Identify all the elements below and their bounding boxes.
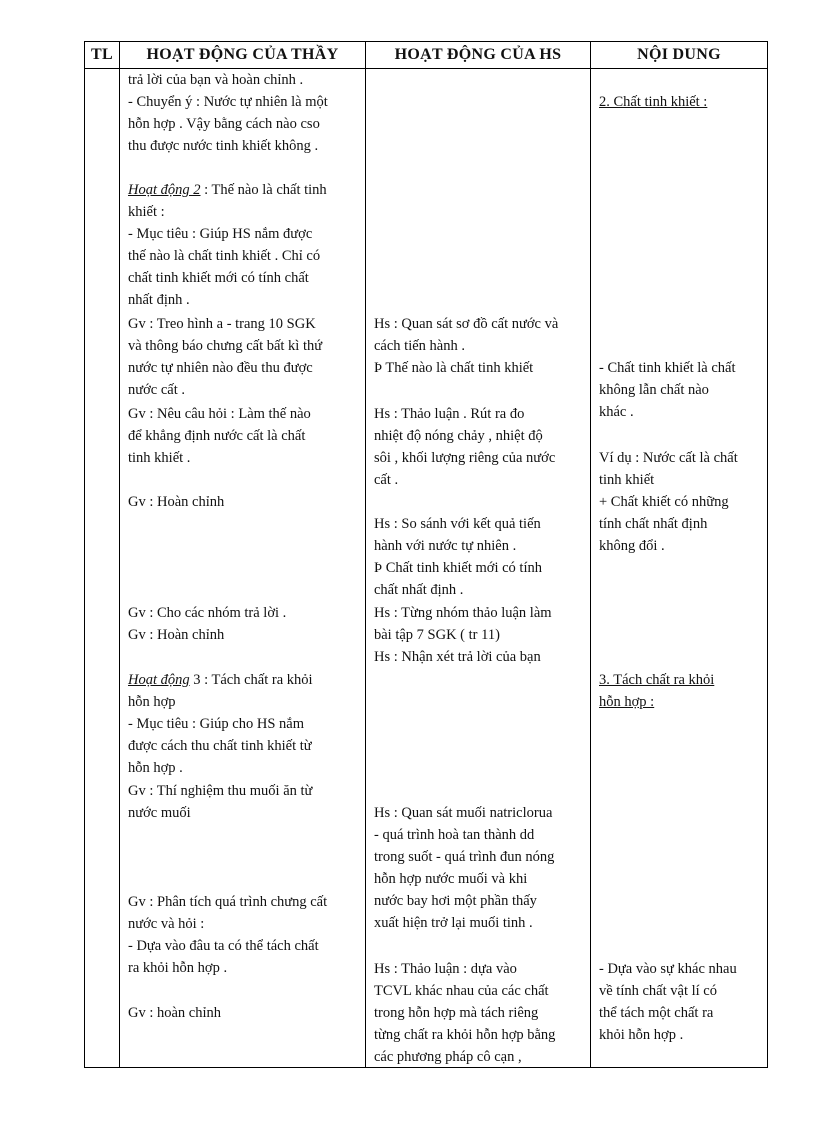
content-line: không lẫn chất nào	[599, 382, 709, 398]
student-line: nước bay hơi một phần thấy	[374, 893, 537, 909]
teacher-line: chất tinh khiết mới có tính chất	[128, 270, 309, 286]
header-row	[85, 42, 768, 69]
content-line: Ví dụ : Nước cất là chất	[599, 450, 738, 466]
section-3-heading: 3. Tách chất ra khỏi	[599, 672, 715, 688]
student-line: nhiệt độ nóng chảy , nhiệt độ	[374, 428, 543, 444]
teacher-line: Gv : Thí nghiệm thu muối ăn từ	[128, 783, 313, 799]
header-tl: TL	[85, 42, 120, 69]
section-3-heading-cont: hỗn hợp :	[599, 694, 655, 710]
header-teacher-activity: HOẠT ĐỘNG CỦA THẦY	[120, 42, 366, 69]
teacher-line: nhất định .	[128, 292, 190, 308]
content-cell	[591, 69, 768, 1068]
header-student-activity: HOẠT ĐỘNG CỦA HS	[366, 42, 591, 69]
body-row	[85, 69, 768, 1068]
teacher-line: nước và hỏi :	[128, 916, 205, 932]
teacher-line: để khẳng định nước cất là chất	[128, 428, 306, 444]
lesson-page	[84, 41, 767, 1068]
teacher-line: Gv : Cho các nhóm trả lời .	[128, 605, 287, 621]
student-line: Hs : Nhận xét trả lời của bạn	[374, 649, 541, 665]
teacher-line: nước tự nhiên nào đều thu được	[128, 360, 313, 376]
student-line: cách tiến hành .	[374, 338, 465, 354]
teacher-line: và thông báo chưng cất bất kì thứ	[128, 338, 323, 354]
student-line: các phương pháp cô cạn ,	[374, 1049, 522, 1065]
section-2-heading: 2. Chất tinh khiết :	[599, 94, 708, 110]
student-line: bài tập 7 SGK ( tr 11)	[374, 627, 500, 643]
student-line: - quá trình hoà tan thành dd	[374, 827, 535, 843]
student-line: từng chất ra khỏi hỗn hợp bằng	[374, 1027, 556, 1043]
teacher-line: - Mục tiêu : Giúp HS nắm được	[128, 226, 313, 242]
content-line: về tính chất vật lí có	[599, 983, 717, 999]
student-line: trong hỗn hợp mà tách riêng	[374, 1005, 539, 1021]
teacher-line: Gv : Phân tích quá trình chưng cất	[128, 894, 328, 910]
student-line: Hs : Thảo luận : dựa vào	[374, 961, 517, 977]
teacher-line: Gv : Nêu câu hỏi : Làm thế nào	[128, 406, 311, 422]
lesson-table	[84, 41, 768, 1068]
content-line: khỏi hỗn hợp .	[599, 1027, 684, 1043]
student-line: cất .	[374, 472, 399, 488]
teacher-line: tinh khiết .	[128, 450, 191, 466]
content-line: tinh khiết	[599, 472, 655, 488]
teacher-line: Gv : Hoàn chỉnh	[128, 627, 225, 643]
teacher-line: - Dựa vào đâu ta có thể tách chất	[128, 938, 319, 954]
student-line: chất nhất định .	[374, 582, 464, 598]
student-line: xuất hiện trở lại muối tinh .	[374, 915, 533, 931]
student-line: Hs : Quan sát muối natriclorua	[374, 805, 553, 821]
teacher-line: - Mục tiêu : Giúp cho HS nắm	[128, 716, 304, 732]
tl-cell	[85, 69, 120, 1068]
content-line: - Chất tinh khiết là chất	[599, 360, 736, 376]
student-line: hỗn hợp nước muối và khi	[374, 871, 528, 887]
content-line: khác .	[599, 404, 634, 420]
teacher-line: thu được nước tinh khiết không .	[128, 138, 319, 154]
content-line: thể tách một chất ra	[599, 1005, 714, 1021]
activity-2-heading	[128, 179, 359, 201]
content-line: tính chất nhất định	[599, 516, 708, 532]
content-line: + Chất khiết có những	[599, 494, 729, 510]
student-line: Hs : So sánh với kết quả tiến	[374, 516, 541, 532]
student-line: Hs : Quan sát sơ đồ cất nước và	[374, 316, 559, 332]
teacher-line: nước muối	[128, 805, 191, 821]
student-activity-cell	[366, 69, 591, 1068]
student-line: Þ Chất tinh khiết mới có tính	[374, 560, 542, 576]
content-line: - Dựa vào sự khác nhau	[599, 961, 737, 977]
teacher-line: hỗn hợp .	[128, 760, 183, 776]
teacher-line: khiết :	[128, 204, 165, 220]
content-line: không đổi .	[599, 538, 665, 554]
teacher-line: Gv : Treo hình a - trang 10 SGK	[128, 316, 316, 332]
student-line: hành với nước tự nhiên .	[374, 538, 517, 554]
teacher-line: - Chuyển ý : Nước tự nhiên là một	[128, 94, 328, 110]
student-line: sôi , khối lượng riêng của nước	[374, 450, 556, 466]
teacher-activity-cell	[120, 69, 366, 1068]
activity-3-heading	[128, 669, 359, 691]
activity-2-label: Hoạt động 2	[128, 182, 201, 198]
activity-3-title: 3 : Tách chất ra khỏi	[189, 672, 313, 688]
teacher-line: hỗn hợp	[128, 694, 176, 710]
student-line: trong suốt - quá trình đun nóng	[374, 849, 555, 865]
teacher-line: nước cất .	[128, 382, 185, 398]
teacher-line: trả lời của bạn và hoàn chỉnh .	[128, 72, 304, 88]
student-line: Þ Thế nào là chất tinh khiết	[374, 360, 534, 376]
activity-3-label: Hoạt động	[128, 672, 190, 688]
teacher-line: ra khỏi hỗn hợp .	[128, 960, 228, 976]
student-line: TCVL khác nhau của các chất	[374, 983, 549, 999]
student-line: Hs : Từng nhóm thảo luận làm	[374, 605, 552, 621]
header-content: NỘI DUNG	[591, 42, 768, 69]
teacher-line: Gv : Hoàn chỉnh	[128, 494, 225, 510]
teacher-line: hỗn hợp . Vậy bằng cách nào cso	[128, 116, 320, 132]
teacher-line: được cách thu chất tinh khiết từ	[128, 738, 312, 754]
teacher-line: thế nào là chất tinh khiết . Chỉ có	[128, 248, 321, 264]
teacher-line: Gv : hoàn chỉnh	[128, 1005, 222, 1021]
activity-2-title: : Thế nào là chất tinh	[200, 182, 327, 198]
student-line: Hs : Thảo luận . Rút ra đo	[374, 406, 525, 422]
